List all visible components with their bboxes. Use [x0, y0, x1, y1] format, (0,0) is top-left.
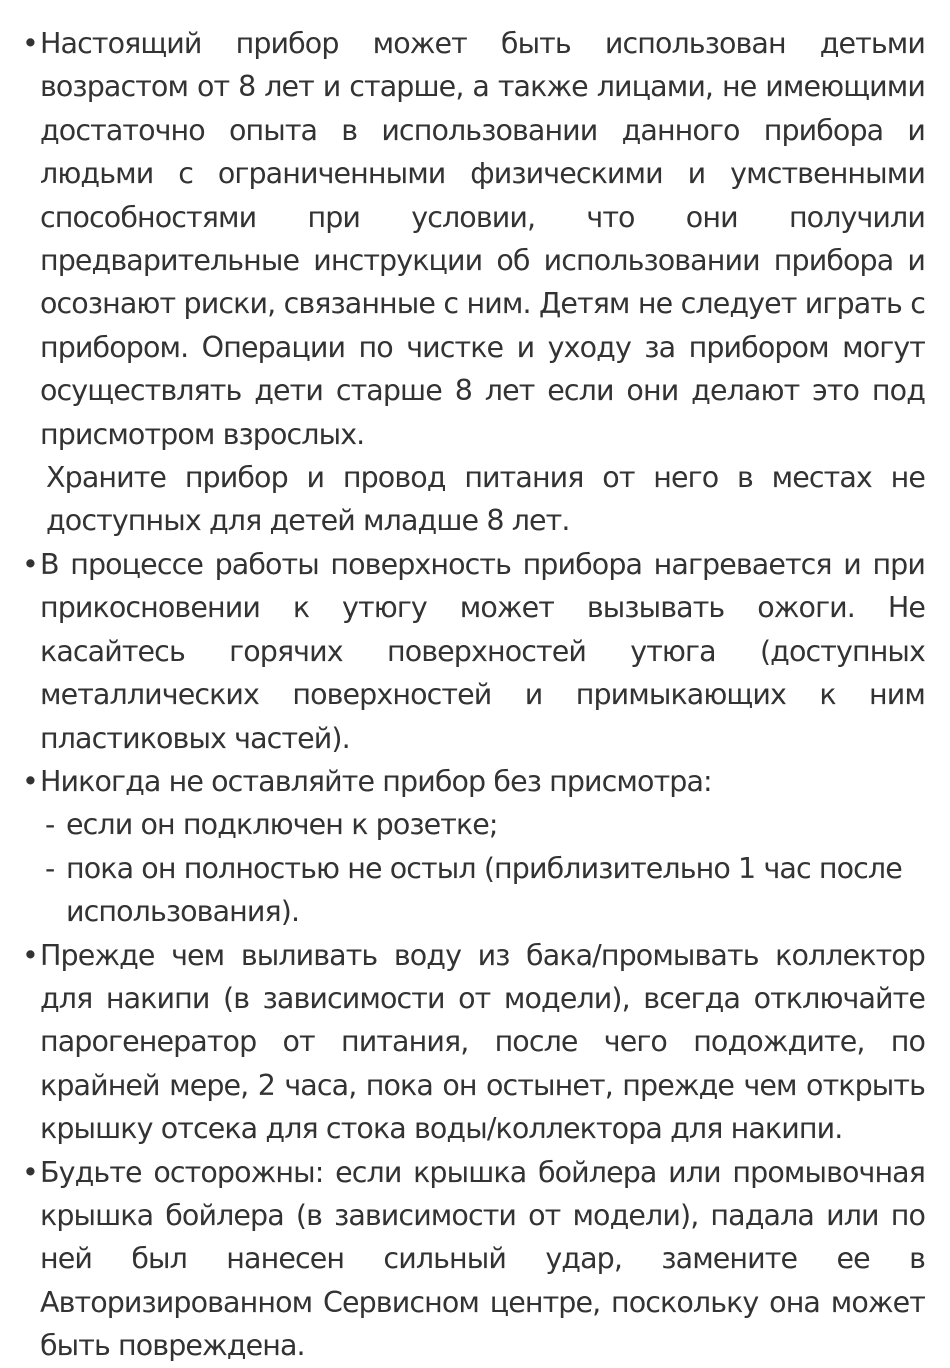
- bullet-icon: •: [22, 547, 38, 581]
- sub-item-text: если он подключен к розетке;: [66, 808, 498, 842]
- dash-icon: -: [45, 808, 55, 842]
- safety-item-text: Прежде чем выливать воду из бака/промывать коллектор для накипи (в зависимости от модели), всегда отключайте парогенератор от питания, после чего подождите, по крайней мере, 2 часа, пока он остынет, прежде чем открыть крышку отсека для стока воды/коллектора для накипи.: [40, 938, 925, 1146]
- safety-item-continuation-text: Храните прибор и провод питания от него в местах не доступных для детей младше 8 лет.: [46, 461, 925, 538]
- safety-item-children: [18, 22, 925, 456]
- bullet-icon: •: [22, 938, 38, 972]
- bullet-icon: •: [22, 1155, 38, 1189]
- safety-item-text: Настоящий прибор может быть использован детьми возрастом от 8 лет и старше, а также лицами, не имеющими достаточно опыта в использовании данного прибора и людьми с ограниченными физическими и умственными способностями при условии, что они получили предварительные инструкции об использовании прибора и осознают риски, связанные с ним. Детям не следует играть с прибором. Операции по чистке и уходу за прибором могут осуществлять дети старше 8 лет если они делают это под присмотром взрослых.: [40, 27, 925, 451]
- safety-item-text: Никогда не оставляйте прибор без присмотра:: [40, 764, 712, 798]
- safety-item-unattended: [18, 760, 925, 803]
- safety-item-text: В процессе работы поверхность прибора нагревается и при прикосновении к утюгу может вызывать ожоги. Не касайтесь горячих поверхностей утюга (доступных металлических поверхностей и примыкающих к ним пластиковых частей).: [40, 547, 925, 755]
- bullet-icon: •: [22, 764, 38, 798]
- safety-item-boiler-cap: [18, 1151, 925, 1368]
- dash-icon: -: [45, 851, 55, 885]
- sub-item: [18, 847, 925, 934]
- bullet-icon: •: [22, 27, 38, 60]
- safety-item-hot-surface: [18, 543, 925, 760]
- safety-instructions: [18, 22, 925, 1368]
- safety-item-continuation: [18, 456, 925, 543]
- sub-item: [18, 803, 925, 846]
- sub-item-text: пока он полностью не остыл (приблизительно 1 час после использования).: [66, 851, 902, 929]
- safety-item-drain: [18, 934, 925, 1151]
- safety-item-text: Будьте осторожны: если крышка бойлера или промывочная крышка бойлера (в зависимости от модели), падала или по ней был нанесен сильный удар, замените ее в Авторизированном Сервисном центре, поскольку она может быть повреждена.: [40, 1155, 925, 1363]
